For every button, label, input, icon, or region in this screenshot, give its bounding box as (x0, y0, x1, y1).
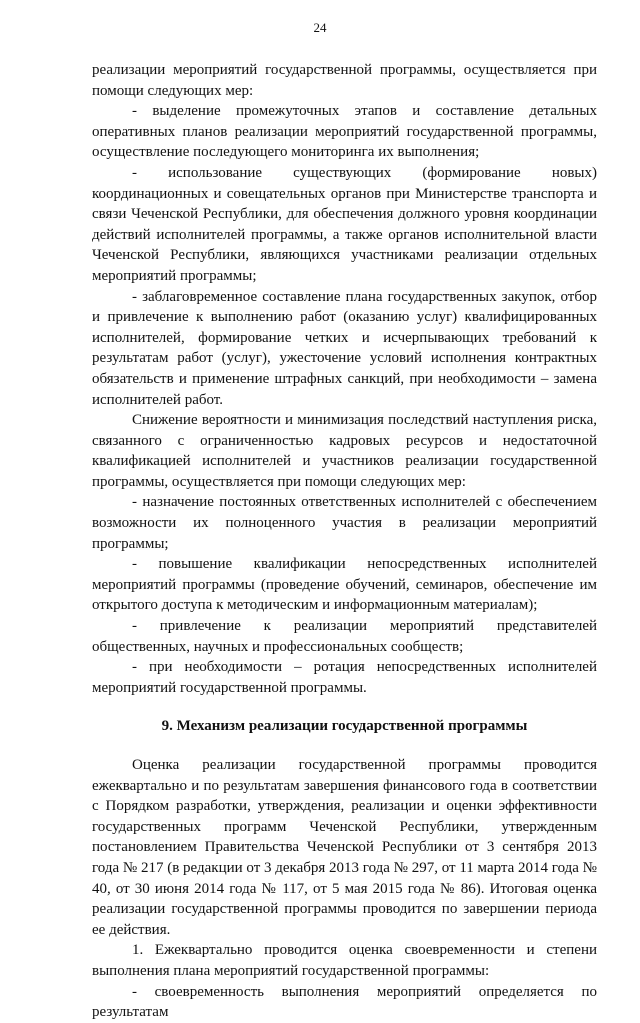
spacer (92, 737, 597, 755)
paragraph: 1. Ежеквартально проводится оценка своевременности и степени выполнения плана мероприятий государственной программы: (92, 942, 597, 979)
paragraph: Оценка реализации государственной программы проводится ежеквартально и по результатам завершения финансового года в соответствии с Порядком разработки, утверждения, реализации и оценки эффективности государственных программ Чеченской Республики, утвержденным постановлением Правительства Чеченской Республики от 3 сентября 2013 года № 217 (в редакции от 3 декабря 2013 года № 297, от 11 марта 2014 года № 40, от 30 июня 2014 года № 117, от 5 мая 2015 года № 86). Итоговая оценка реализации государственной программы проводится по завершении периода ее действия. (92, 757, 597, 938)
document-body (92, 60, 597, 1023)
paragraph: - при необходимости – ротация непосредственных исполнителей мероприятий государственной программы. (92, 659, 597, 696)
paragraph: - своевременность выполнения мероприятий определяется по результатам (92, 983, 597, 1021)
paragraph: - выделение промежуточных этапов и составление детальных оперативных планов реализации мероприятий государственной программы, осуществление последующего мониторинга их выполнения; (92, 103, 597, 161)
page-number: 24 (313, 20, 327, 35)
paragraph: - использование существующих (формирование новых) координационных и совещательных органов при Министерстве транспорта и связи Чеченской Республики, для обеспечения должного уровня координации действий исполнителей программы, а также органов исполнительной власти Чеченской Республики, являющихся участниками реализации отдельных мероприятий программы; (92, 164, 597, 284)
paragraph: - привлечение к реализации мероприятий представителей общественных, научных и профессиональных сообществ; (92, 618, 597, 655)
paragraphs-top (92, 60, 597, 698)
paragraph: - повышение квалификации непосредственных исполнителей мероприятий программы (проведение обучений, семинаров, обеспечение им открытого доступа к методическим и информационным материалам); (92, 556, 597, 614)
paragraph: - заблаговременное составление плана государственных закупок, отбор и привлечение к выполнению работ (оказанию услуг) квалифицированных исполнителей, формирование четких и исчерпывающих требований к результатам работ (услуг), ужесточение условий исполнения контрактных обязательств и применение штрафных санкций, при необходимости – замена исполнителей работ. (92, 288, 597, 408)
section-heading: 9. Механизм реализации государственной программы (161, 718, 528, 735)
paragraph: реализации мероприятий государственной программы, осуществляется при помощи следующих мер: (92, 62, 597, 99)
paragraph: Снижение вероятности и минимизация последствий наступления риска, связанного с ограниченностью кадровых ресурсов и недостаточной квалификацией исполнителей и участников реализации государственной программы, осуществляется при помощи следующих мер: (92, 412, 597, 490)
spacer (92, 698, 597, 716)
paragraph: - назначение постоянных ответственных исполнителей с обеспечением возможности их полноценного участия в реализации мероприятий программы; (92, 494, 597, 552)
paragraphs-bottom (92, 755, 597, 1023)
